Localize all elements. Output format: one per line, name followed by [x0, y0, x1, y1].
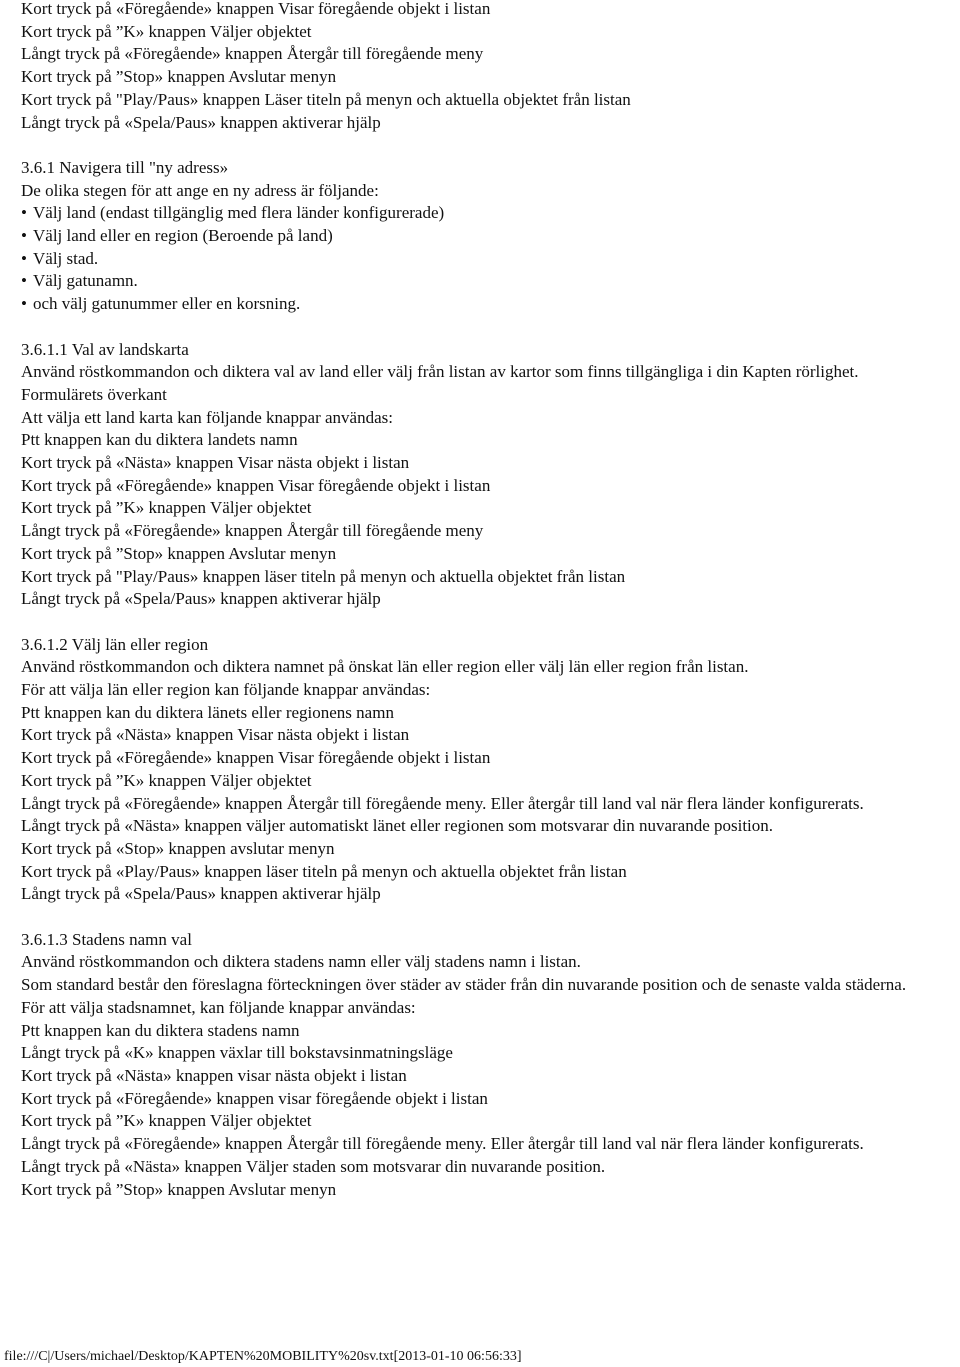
text-line: Kort tryck på ”Stop» knappen Avslutar menyn — [21, 1179, 337, 1199]
text-line: Använd röstkommandon och diktera namnet på önskat län eller region eller välj län eller region från listan. — [21, 657, 749, 677]
text-line: För att välja län eller region kan följande knappar användas: — [21, 680, 431, 700]
text-line: Långt tryck på «Föregående» knappen Återgår till föregående meny. Eller återgår till land val när flera länder konfigurerats. — [21, 1134, 864, 1154]
text-line: Formulärets överkant — [21, 384, 167, 404]
text-line: Kort tryck på «Nästa» knappen Visar nästa objekt i listan — [21, 453, 410, 473]
text-line: För att välja stadsnamnet, kan följande knappar användas: — [21, 997, 416, 1017]
text-line: Kort tryck på ”Stop» knappen Avslutar menyn — [21, 67, 337, 87]
bullet-item: • Välj land (endast tillgänglig med flera länder konfigurerade) — [21, 202, 960, 225]
paragraph-gap — [21, 906, 960, 929]
text-line: Att välja ett land karta kan följande knappar användas: — [21, 407, 393, 427]
text-line: De olika stegen för att ange en ny adress är följande: — [21, 180, 379, 200]
paragraph-gap — [21, 611, 960, 634]
text-line: Använd röstkommandon och diktera stadens namn eller välj stadens namn i listan. — [21, 952, 581, 972]
text-line: Kort tryck på «Nästa» knappen Visar nästa objekt i listan — [21, 725, 410, 745]
paragraph-gap — [21, 134, 960, 157]
text-line: Kort tryck på «Föregående» knappen Visar föregående objekt i listan — [21, 0, 491, 18]
text-line: Ptt knappen kan du diktera länets eller regionens namn — [21, 702, 394, 722]
text-line: Långt tryck på «Spela/Paus» knappen aktiverar hjälp — [21, 589, 381, 609]
text-line: Långt tryck på «Nästa» knappen väljer automatiskt länet eller regionen som motsvarar din nuvarande position. — [21, 816, 774, 836]
bullet-item: • och välj gatunummer eller en korsning. — [21, 293, 960, 316]
text-line: Ptt knappen kan du diktera landets namn — [21, 430, 298, 450]
section-heading: 3.6.1.1 Val av landskarta — [21, 339, 189, 359]
section-heading: 3.6.1.3 Stadens namn val — [21, 929, 192, 949]
text-line: Långt tryck på «Föregående» knappen Återgår till föregående meny — [21, 521, 484, 541]
paragraph-gap — [21, 316, 960, 339]
text-line: Kort tryck på «Föregående» knappen Visar föregående objekt i listan — [21, 748, 491, 768]
text-line: Långt tryck på «Föregående» knappen Återgår till föregående meny. Eller återgår till land val när flera länder konfigurerats. — [21, 793, 864, 813]
text-line: Kort tryck på "Play/Paus» knappen läser titeln på menyn och aktuella objektet från listan — [21, 566, 626, 586]
text-line: Långt tryck på «K» knappen växlar till bokstavsinmatningsläge — [21, 1043, 453, 1063]
text-line: Kort tryck på ”Stop» knappen Avslutar menyn — [21, 543, 337, 563]
text-line: Kort tryck på "Play/Paus» knappen Läser titeln på menyn och aktuella objektet från listan — [21, 89, 631, 109]
file-path-footer: file:///C|/Users/michael/Desktop/KAPTEN%20MOBILITY%20sv.txt[2013-01-10 06:56:33] — [4, 1349, 522, 1364]
section-heading: 3.6.1.2 Välj län eller region — [21, 634, 209, 654]
text-line: Långt tryck på «Spela/Paus» knappen aktiverar hjälp — [21, 112, 381, 132]
bullet-item: • Välj land eller en region (Beroende på land) — [21, 225, 960, 248]
text-line: Kort tryck på «Stop» knappen avslutar menyn — [21, 838, 335, 858]
text-line: Kort tryck på ”K» knappen Väljer objektet — [21, 1111, 312, 1131]
section-heading: 3.6.1 Navigera till "ny adress» — [21, 157, 229, 177]
text-line: Kort tryck på «Nästa» knappen visar nästa objekt i listan — [21, 1065, 407, 1085]
bullet-item: • Välj gatunamn. — [21, 270, 960, 293]
text-line: Kort tryck på «Föregående» knappen visar föregående objekt i listan — [21, 1088, 488, 1108]
text-line: Kort tryck på «Play/Paus» knappen läser titeln på menyn och aktuella objektet från listan — [21, 861, 627, 881]
text-line: Använd röstkommandon och diktera val av land eller välj från listan av kartor som finns tillgängliga i din Kapten rörlighet. — [21, 362, 859, 382]
document-body — [21, 0, 960, 1201]
bullet-item: • Välj stad. — [21, 248, 960, 271]
text-line: Kort tryck på «Föregående» knappen Visar föregående objekt i listan — [21, 475, 491, 495]
text-line: Kort tryck på ”K» knappen Väljer objektet — [21, 21, 312, 41]
text-line: Långt tryck på «Föregående» knappen Återgår till föregående meny — [21, 44, 484, 64]
text-line: Som standard består den föreslagna förteckningen över städer av städer från din nuvarande position och de senaste valda städerna. — [21, 975, 907, 995]
text-line: Långt tryck på «Spela/Paus» knappen aktiverar hjälp — [21, 884, 381, 904]
text-line: Kort tryck på ”K» knappen Väljer objektet — [21, 770, 312, 790]
text-line: Ptt knappen kan du diktera stadens namn — [21, 1020, 300, 1040]
text-line: Kort tryck på ”K» knappen Väljer objektet — [21, 498, 312, 518]
text-line: Långt tryck på «Nästa» knappen Väljer staden som motsvarar din nuvarande position. — [21, 1156, 606, 1176]
